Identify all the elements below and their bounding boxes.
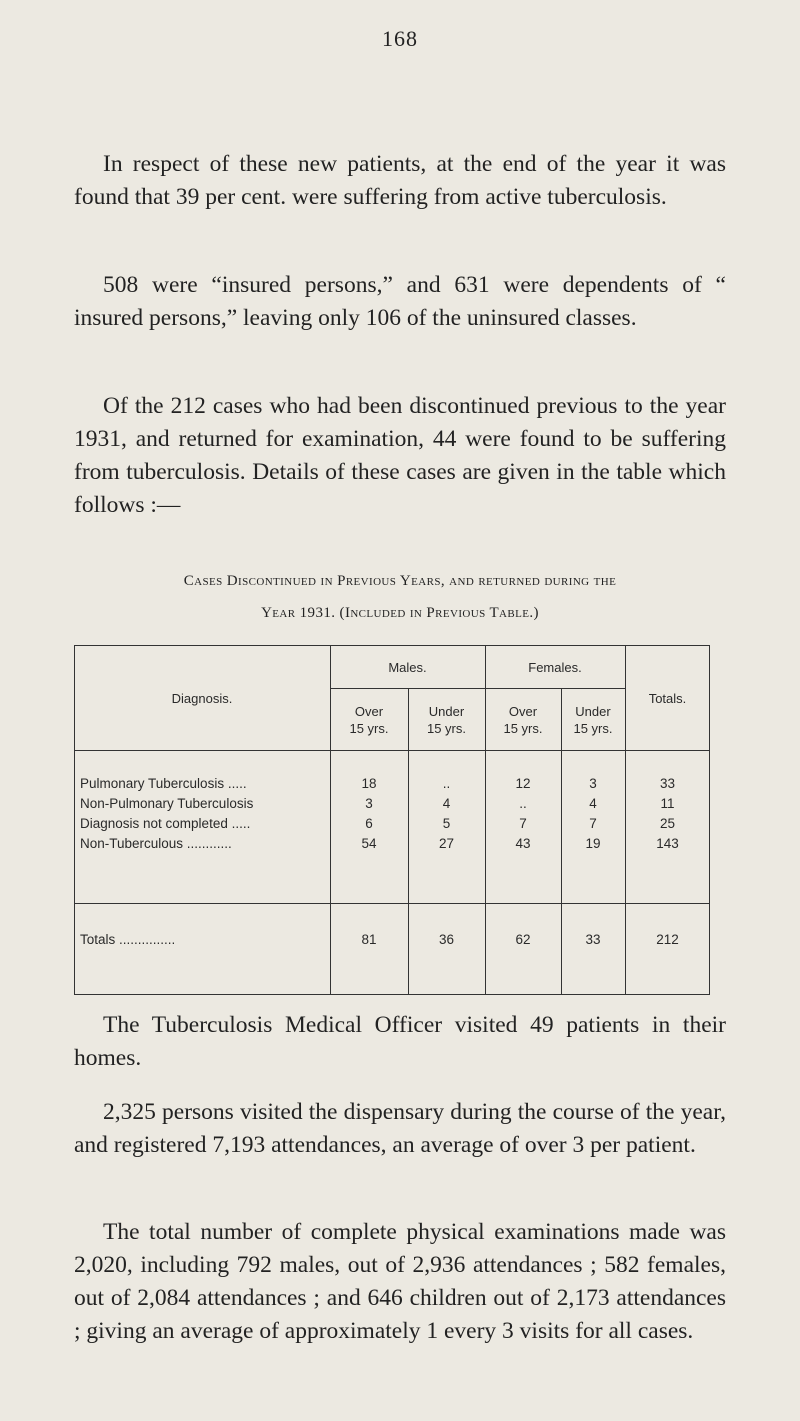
totals-top-rule	[74, 903, 710, 904]
cell-value: 7	[519, 816, 527, 831]
cell-value: 3	[365, 796, 373, 811]
table-caption-line-1: Cases Discontinued in Previous Years, and returned during the	[183, 573, 617, 589]
subheader-over-label: Over	[354, 704, 384, 719]
paragraph-new-patients: In respect of these new patients, at the end of the year it was found that 39 per cent. were suffering from active tuberculosis.	[74, 151, 726, 210]
cell-value: 7	[589, 816, 597, 831]
subheader-over-label: Over	[508, 704, 538, 719]
totals-value: 81	[361, 932, 377, 947]
cell-value: 5	[442, 816, 451, 831]
cell-value: 12	[515, 776, 531, 791]
cell-value: ..	[519, 796, 527, 811]
header-diagnosis: Diagnosis.	[171, 691, 233, 706]
subheader-males-under	[408, 703, 485, 737]
subheader-age-label: 15 yrs.	[573, 721, 613, 736]
cell-total: 143	[656, 836, 679, 851]
cell-value: 43	[515, 836, 531, 851]
cell-value: 4	[589, 796, 597, 811]
header-bottom-rule	[74, 750, 710, 751]
row-label-totals: Totals ...............	[80, 932, 176, 947]
cell-value: 4	[442, 796, 451, 811]
subheader-age-label: 15 yrs.	[426, 721, 466, 736]
cell-value: 27	[438, 836, 455, 851]
cell-value: 3	[589, 776, 597, 791]
page-number: 168	[382, 26, 418, 51]
subheader-males-over	[330, 703, 408, 737]
header-totals: Totals.	[648, 691, 687, 706]
subheader-under-label: Under	[428, 704, 465, 719]
row-label-non-tuberculous: Non-Tuberculous ............	[80, 836, 232, 851]
paragraph-examinations: The total number of complete physical examinations made was 2,020, including 792 males, out of 2,936 attendances ; 582 females, out of 2,084 attendances ; and 646 children out of 2,173 attendances ; giving an average of approximately 1 every 3 visits for all cases.	[74, 1219, 726, 1344]
totals-value: 62	[515, 932, 531, 947]
paragraph-discontinued-cases: Of the 212 cases who had been discontinued previous to the year 1931, and returned for examination, 44 were found to be suffering from tuberculosis. Details of these cases are given in the table which follows :—	[74, 393, 726, 518]
paragraph-insured-persons: 508 were “insured persons,” and 631 were dependents of “ insured persons,” leaving only 106 of the uninsured classes.	[74, 272, 726, 331]
totals-value: 36	[438, 932, 455, 947]
table-top-rule	[74, 645, 710, 646]
subheader-rule	[330, 688, 625, 689]
subheader-age-label: 15 yrs.	[503, 721, 543, 736]
table-bottom-rule	[74, 994, 710, 995]
subheader-age-label: 15 yrs.	[349, 721, 389, 736]
paragraph-home-visits: The Tuberculosis Medical Officer visited 49 patients in their homes.	[74, 1012, 726, 1071]
header-females: Females.	[528, 660, 582, 675]
cell-value: 18	[361, 776, 377, 791]
row-label-pulmonary: Pulmonary Tuberculosis .....	[80, 776, 247, 791]
cases-table	[74, 645, 710, 995]
cell-total: 25	[659, 816, 676, 831]
paragraph-dispensary-visits: 2,325 persons visited the dispensary during the course of the year, and registered 7,193 attendances, an average of over 3 per patient.	[74, 1099, 726, 1158]
subheader-under-label: Under	[575, 704, 611, 719]
cell-total: 33	[659, 776, 676, 791]
grand-total: 212	[656, 932, 679, 947]
cell-value: 54	[361, 836, 377, 851]
cell-total: 11	[660, 796, 675, 811]
subheader-females-over	[485, 703, 561, 737]
cell-value: 19	[585, 836, 601, 851]
cell-value: 6	[365, 816, 373, 831]
row-label-non-pulmonary: Non-Pulmonary Tuberculosis	[80, 796, 254, 811]
table-caption	[74, 565, 726, 629]
totals-value: 33	[585, 932, 601, 947]
row-label-not-completed: Diagnosis not completed .....	[80, 816, 251, 831]
table-caption-line-2: Year 1931. (Included in Previous Table.)	[261, 605, 539, 621]
subheader-females-under	[561, 703, 625, 737]
header-males: Males.	[388, 660, 427, 675]
cell-value: ..	[442, 776, 451, 791]
